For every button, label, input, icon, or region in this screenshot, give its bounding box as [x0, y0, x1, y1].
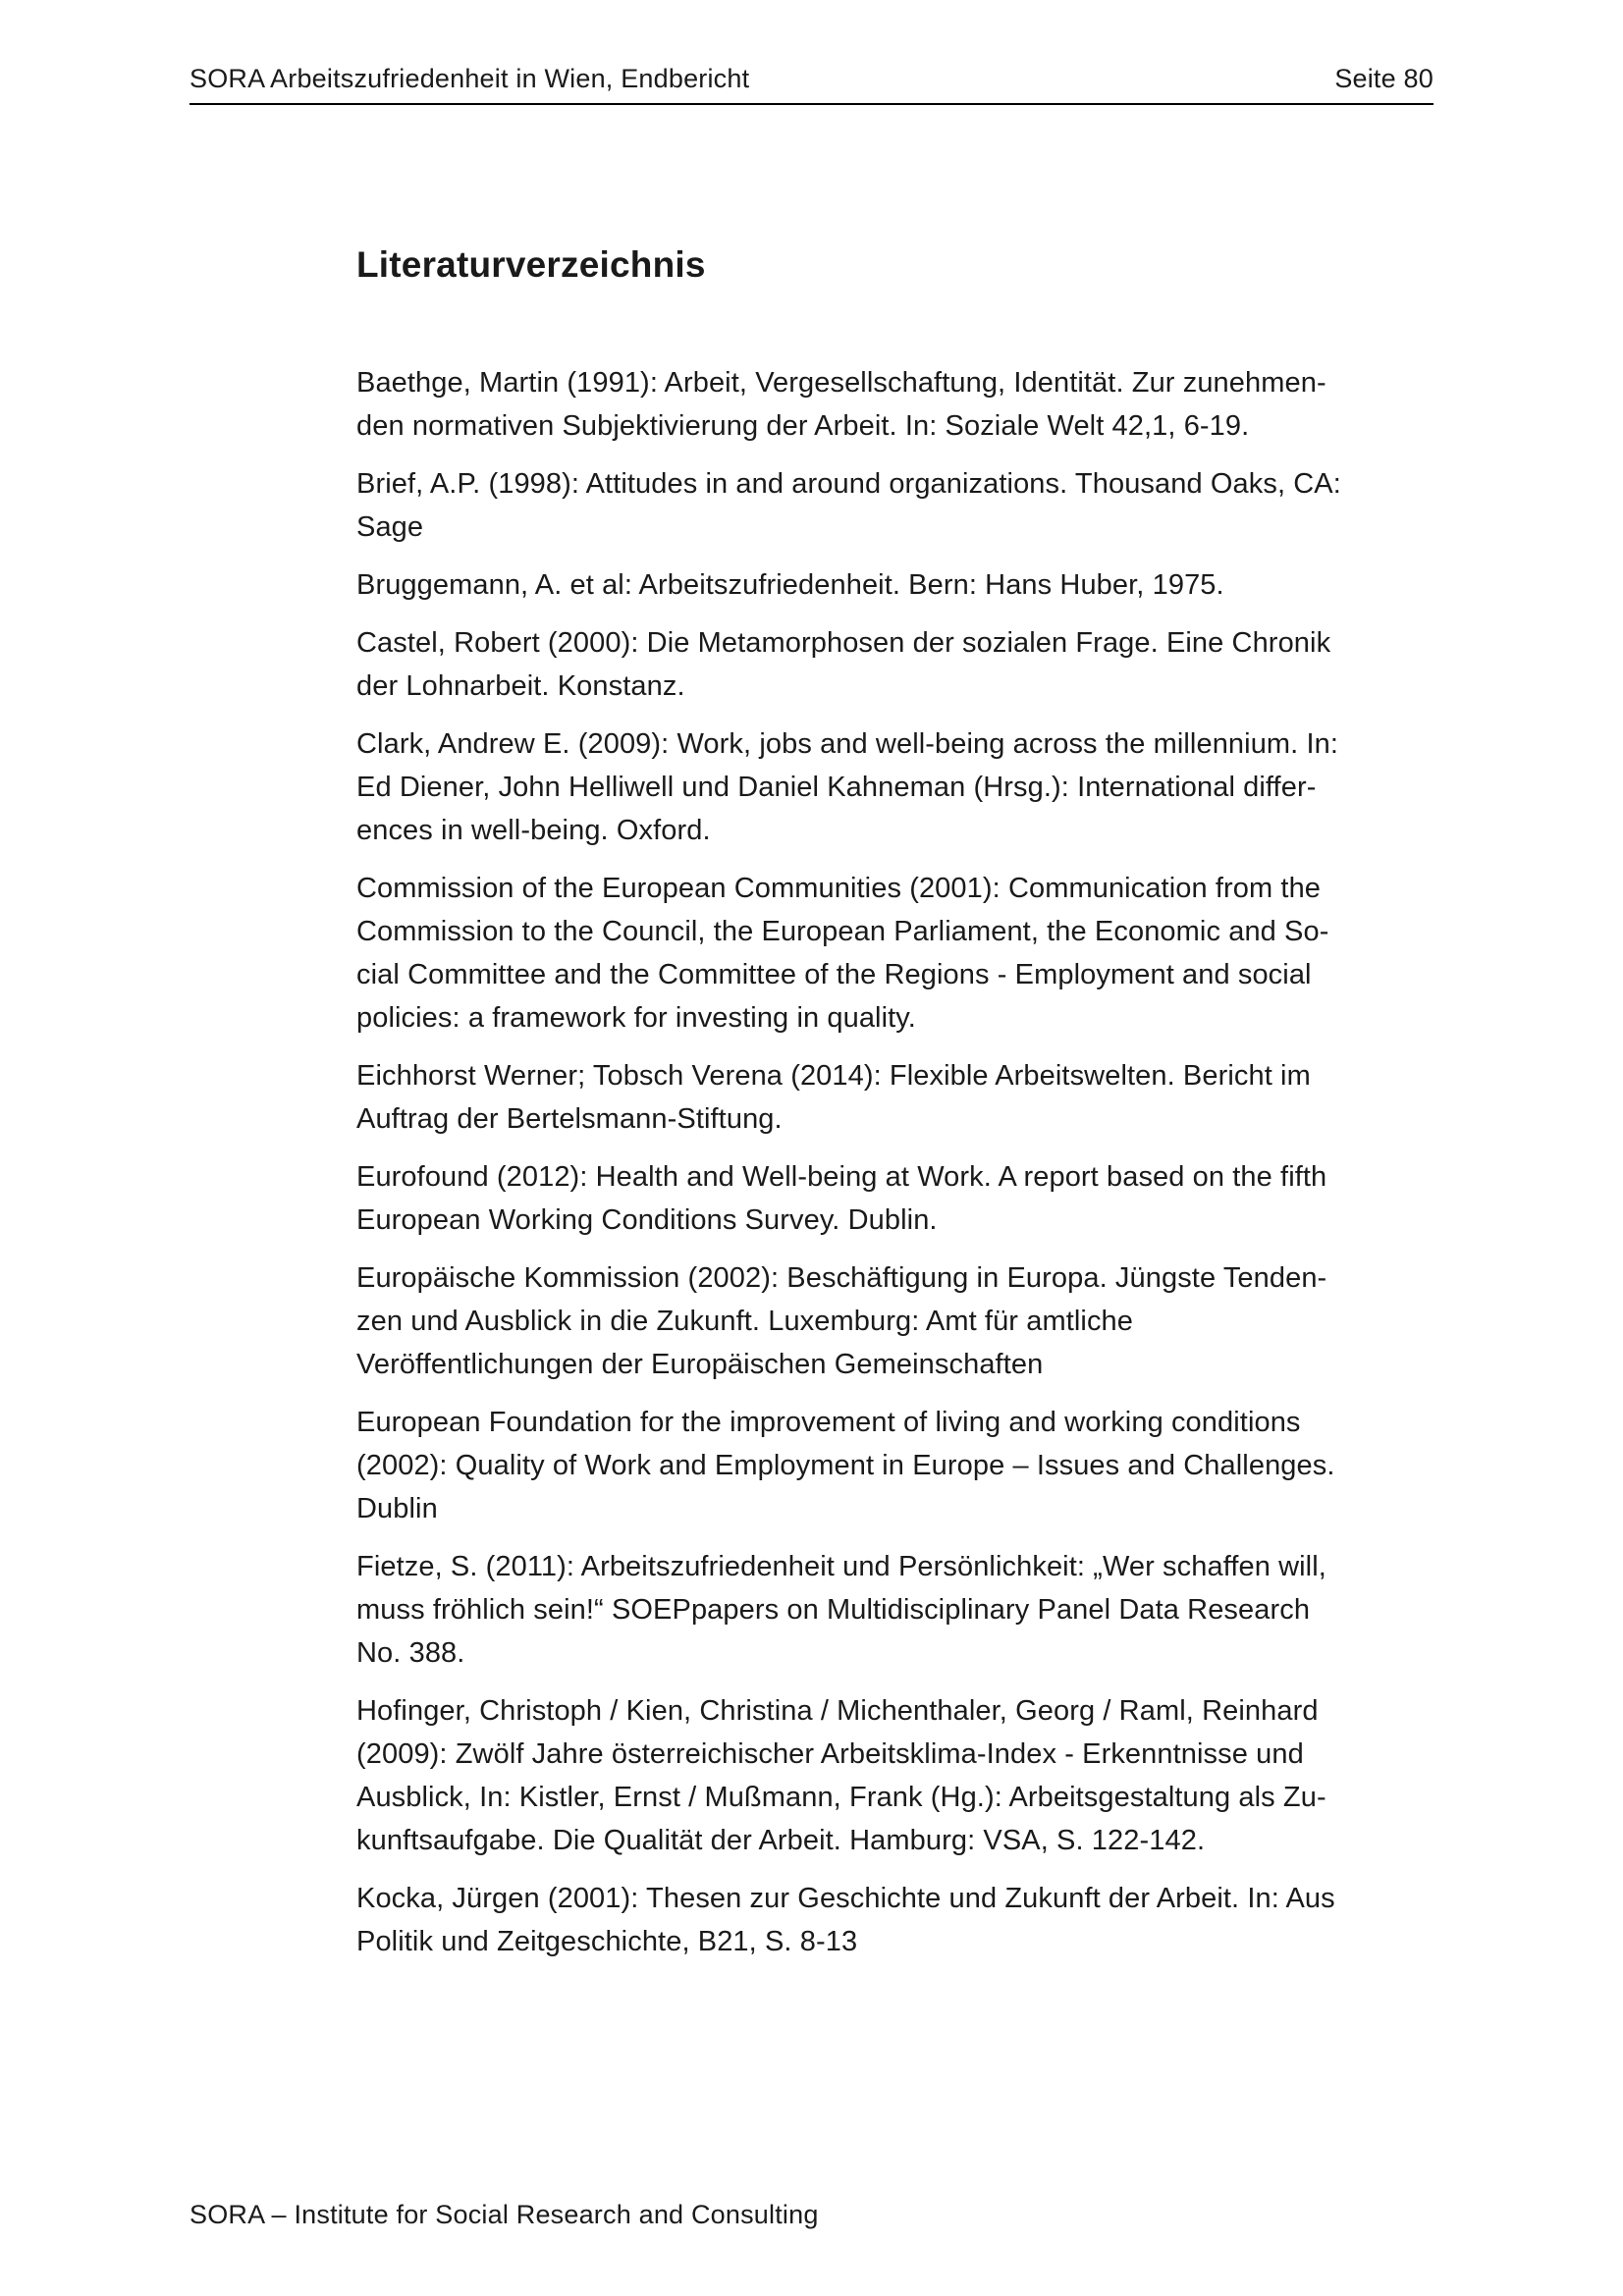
entry-line: Ausblick, In: Kistler, Ernst / Mußmann, Frank (Hg.): Arbeitsgestaltung als Zu- [356, 1782, 1326, 1813]
entry-line: Sage [356, 511, 424, 543]
entry-line: Bruggemann, A. et al: Arbeitszufriedenheit. Bern: Hans Huber, 1975. [356, 569, 1224, 601]
footer-text: SORA – Institute for Social Research and Consulting [189, 2200, 819, 2229]
bibliography-entry [356, 1401, 1441, 1530]
entry-line: (2002): Quality of Work and Employment in Europe – Issues and Challenges. [356, 1450, 1335, 1481]
entry-line: cial Committee and the Committee of the Regions - Employment and social [356, 959, 1312, 990]
entry-line: Veröffentlichungen der Europäischen Gemeinschaften [356, 1349, 1044, 1380]
entry-line: Eurofound (2012): Health and Well-being at Work. A report based on the fifth [356, 1161, 1327, 1193]
entry-line: Commission to the Council, the European Parliament, the Economic and So- [356, 916, 1329, 947]
entry-line: ences in well-being. Oxford. [356, 815, 711, 846]
page-header [189, 63, 1434, 105]
entry-line: zen und Ausblick in die Zukunft. Luxemburg: Amt für amtliche [356, 1306, 1134, 1337]
bibliography-entry [356, 1877, 1441, 1963]
entry-line: (2009): Zwölf Jahre österreichischer Arbeitsklima-Index - Erkenntnisse und [356, 1738, 1304, 1770]
bibliography-entry [356, 462, 1441, 549]
entry-line: Brief, A.P. (1998): Attitudes in and around organizations. Thousand Oaks, CA: [356, 468, 1341, 500]
bibliography-entry [356, 867, 1441, 1040]
bibliography-entry [356, 1256, 1441, 1386]
entry-line: kunftsaufgabe. Die Qualität der Arbeit. Hamburg: VSA, S. 122-142. [356, 1825, 1206, 1856]
bibliography-entry [356, 1155, 1441, 1242]
entry-line: der Lohnarbeit. Konstanz. [356, 670, 685, 702]
entry-line: den normativen Subjektivierung der Arbeit. In: Soziale Welt 42,1, 6-19. [356, 410, 1250, 442]
entry-line: policies: a framework for investing in quality. [356, 1002, 916, 1034]
page-footer [189, 2199, 819, 2231]
entry-line: European Foundation for the improvement of living and working conditions [356, 1407, 1301, 1438]
bibliography-list [356, 361, 1441, 1963]
document-body [356, 243, 1441, 1978]
bibliography-entry [356, 1545, 1441, 1675]
entry-line: Auftrag der Bertelsmann-Stiftung. [356, 1103, 783, 1135]
entry-line: Dublin [356, 1493, 438, 1524]
entry-line: Fietze, S. (2011): Arbeitszufriedenheit und Persönlichkeit: „Wer schaffen will, [356, 1551, 1326, 1582]
entry-line: European Working Conditions Survey. Dublin. [356, 1204, 938, 1236]
bibliography-entry [356, 563, 1441, 607]
entry-line: Hofinger, Christoph / Kien, Christina / Michenthaler, Georg / Raml, Reinhard [356, 1695, 1319, 1727]
header-running-title: SORA Arbeitszufriedenheit in Wien, Endbericht [189, 64, 750, 93]
header-page-number: Seite 80 [1334, 64, 1434, 93]
bibliography-entry [356, 1054, 1441, 1141]
entry-line: Kocka, Jürgen (2001): Thesen zur Geschichte und Zukunft der Arbeit. In: Aus [356, 1883, 1335, 1914]
entry-line: Ed Diener, John Helliwell und Daniel Kahneman (Hrsg.): International differ- [356, 772, 1317, 803]
bibliography-entry [356, 1689, 1441, 1862]
entry-line: Clark, Andrew E. (2009): Work, jobs and well-being across the millennium. In: [356, 728, 1339, 760]
entry-line: Europäische Kommission (2002): Beschäftigung in Europa. Jüngste Tenden- [356, 1262, 1327, 1294]
bibliography-entry [356, 621, 1441, 708]
section-title: Literaturverzeichnis [356, 244, 706, 285]
entry-line: Castel, Robert (2000): Die Metamorphosen der sozialen Frage. Eine Chronik [356, 627, 1331, 659]
entry-line: No. 388. [356, 1637, 465, 1669]
bibliography-entry [356, 361, 1441, 448]
entry-line: Commission of the European Communities (2001): Communication from the [356, 873, 1322, 904]
bibliography-entry [356, 722, 1441, 852]
entry-line: Eichhorst Werner; Tobsch Verena (2014): Flexible Arbeitswelten. Bericht im [356, 1060, 1311, 1092]
entry-line: Baethge, Martin (1991): Arbeit, Vergesellschaftung, Identität. Zur zunehmen- [356, 367, 1326, 399]
entry-line: muss fröhlich sein!“ SOEPpapers on Multidisciplinary Panel Data Research [356, 1594, 1311, 1626]
entry-line: Politik und Zeitgeschichte, B21, S. 8-13 [356, 1926, 858, 1957]
